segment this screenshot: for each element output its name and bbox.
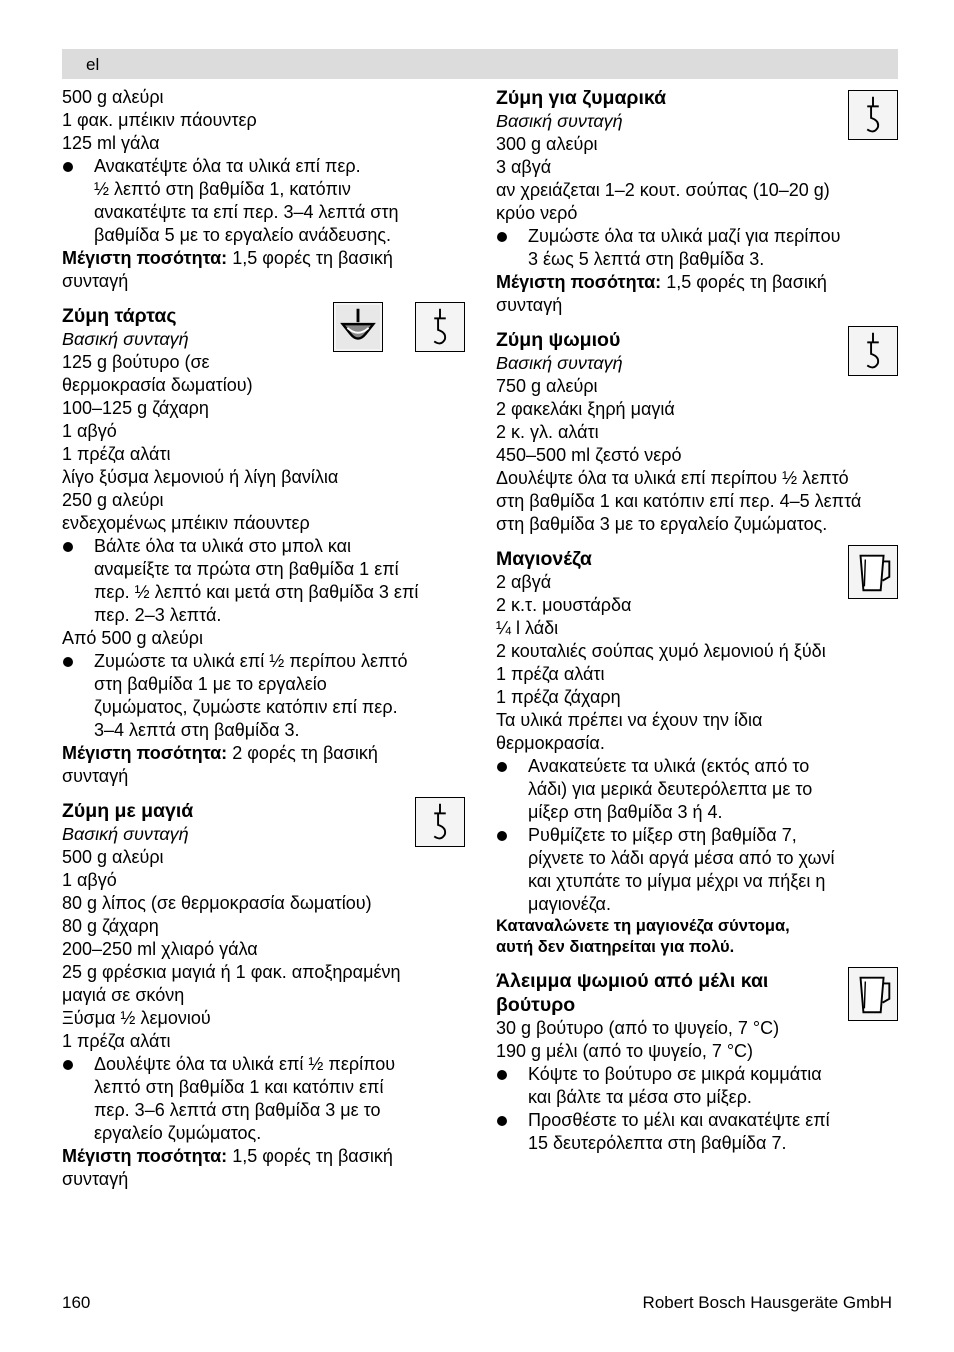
ingredient: 450–500 ml ζεστό νερό	[496, 445, 682, 465]
ingredient: 500 g αλεύρι	[62, 847, 164, 867]
ingredient: 125 g βούτυρο (σε	[62, 352, 210, 372]
ingredient: 125 ml γάλα	[62, 133, 160, 153]
section-title-line: βούτυρο	[496, 994, 576, 1016]
ingredient: 25 g φρέσκια μαγιά ή 1 φακ. αποξηραμένη	[62, 962, 401, 982]
section-title-line: Άλειμμα ψωμιού από μέλι και	[496, 970, 769, 992]
blender-icon	[848, 545, 898, 599]
instruction-line: ρίχνετε το λάδι αργά μέσα από το χωνί	[528, 848, 835, 868]
page-number: 160	[62, 1293, 91, 1312]
instruction-line: 3–4 λεπτά στη βαθμίδα 3.	[94, 720, 300, 740]
warning-note: αυτή δεν διατηρείται για πολύ.	[496, 938, 735, 956]
quantity-note: Από 500 g αλεύρι	[62, 628, 203, 648]
left-column	[62, 86, 467, 1191]
instruction-line: ζυμώματος, ζυμώστε κατόπιν επί περ.	[94, 697, 398, 717]
ingredient: θερμοκρασία δωματίου)	[62, 375, 253, 395]
instruction-line: Δουλέψτε όλα τα υλικά επί ½ περίπου	[94, 1054, 396, 1074]
kneading-hook-icon	[848, 326, 898, 376]
instruction-bullet	[62, 1053, 467, 1145]
ingredient: 250 g αλεύρι	[62, 490, 164, 510]
section-title: Ζύμη τάρτας	[62, 305, 177, 327]
section-title: Ζύμη ψωμιού	[496, 329, 621, 351]
instruction-line: περ. 3–6 λεπτά στη βαθμίδα 3 με το	[94, 1100, 381, 1120]
ingredient: 2 κουταλιές σούπας χυμό λεμονιού ή ξύδι	[496, 641, 826, 661]
max-quantity-cont: συνταγή	[496, 295, 563, 315]
instruction-line: ανακατέψτε τα επί περ. 3–4 λεπτά στη	[94, 202, 399, 222]
instruction-bullet	[496, 824, 900, 916]
instruction-line: μίξερ στη βαθμίδα 3 ή 4.	[528, 802, 723, 822]
instruction-line: 15 δευτερόλεπτα στη βαθμίδα 7.	[528, 1133, 787, 1153]
ingredient: 2 αβγά	[496, 572, 552, 592]
instruction-line: αναμείξτε τα πρώτα στη βαθμίδα 1 επί	[94, 559, 399, 579]
max-quantity-value: 2 φορές τη βασική	[227, 743, 378, 763]
max-quantity-value: 1,5 φορές τη βασική	[227, 1146, 393, 1166]
ingredient: 300 g αλεύρι	[496, 134, 598, 154]
max-quantity-cont: συνταγή	[62, 1169, 129, 1189]
blender-icon	[848, 967, 898, 1021]
ingredient: αν χρειάζεται 1–2 κουτ. σούπας (10–20 g)	[496, 180, 830, 200]
max-quantity-value: 1,5 φορές τη βασική	[227, 248, 393, 268]
ingredient: 100–125 g ζάχαρη	[62, 398, 209, 418]
kneading-hook-icon	[848, 90, 898, 140]
max-quantity-cont: συνταγή	[62, 271, 129, 291]
section-subtitle: Βασική συνταγή	[496, 111, 623, 131]
bread-dough-section	[496, 328, 900, 536]
instruction-line: Ανακατεύετε τα υλικά (εκτός από το	[528, 756, 810, 776]
ingredient: 750 g αλεύρι	[496, 376, 598, 396]
ingredient: 2 κ.τ. μουστάρδα	[496, 595, 632, 615]
warning-note: Καταναλώνετε τη μαγιονέζα σύντομα,	[496, 917, 790, 935]
max-quantity-label: Μέγιστη ποσότητα:	[62, 1146, 228, 1166]
max-quantity-label: Μέγιστη ποσότητα:	[496, 272, 662, 292]
ingredient: 1 αβγό	[62, 870, 117, 890]
instruction-line: και βάλτε τα μέσα στο μίξερ.	[528, 1087, 752, 1107]
note-line: Τα υλικά πρέπει να έχουν την ίδια	[496, 710, 763, 730]
instruction-line: εργαλείο ζυμώματος.	[94, 1123, 262, 1143]
ingredient: 1 πρέζα αλάτι	[62, 1031, 171, 1051]
right-column	[496, 86, 900, 1155]
max-quantity	[62, 1145, 467, 1168]
instruction-bullet	[496, 1063, 900, 1109]
ingredient: 500 g αλεύρι	[62, 87, 164, 107]
max-quantity-label: Μέγιστη ποσότητα:	[62, 248, 228, 268]
ingredient: 190 g μέλι (από το ψυγείο, 7 °C)	[496, 1041, 754, 1061]
instruction-line: Ζυμώστε όλα τα υλικά μαζί για περίπου	[528, 226, 841, 246]
instruction-line: λάδι) για μερικά δευτερόλεπτα με το	[528, 779, 813, 799]
kneading-hook-icon	[415, 302, 465, 352]
instruction-line: στη βαθμίδα 3 με το εργαλείο ζυμώματος.	[496, 514, 828, 534]
instruction-bullet	[62, 535, 467, 627]
ingredient: μαγιά σε σκόνη	[62, 985, 185, 1005]
instruction-bullet	[496, 755, 900, 824]
instruction-line: Δουλέψτε όλα τα υλικά επί περίπου ½ λεπτό	[496, 468, 849, 488]
yeast-dough-section	[62, 799, 467, 1191]
ingredient: ενδεχομένως μπέικιν πάουντερ	[62, 513, 310, 533]
ingredient: 30 g βούτυρο (από το ψυγείο, 7 °C)	[496, 1018, 780, 1038]
instruction-line: στη βαθμίδα 1 και κατόπιν επί περ. 4–5 λεπτά	[496, 491, 862, 511]
section-subtitle: Βασική συνταγή	[62, 824, 189, 844]
honey-butter-section	[496, 969, 900, 1155]
ingredient: 80 g λίπος (σε θερμοκρασία δωματίου)	[62, 893, 372, 913]
whisk-icon	[333, 302, 383, 352]
ingredient: κρύο νερό	[496, 203, 578, 223]
instruction-line: Ζυμώστε τα υλικά επί ½ περίπου λεπτό	[94, 651, 408, 671]
language-code: el	[86, 55, 100, 74]
instruction-bullet	[62, 155, 467, 247]
ingredient: 2 κ. γλ. αλάτι	[496, 422, 599, 442]
section-title: Μαγιονέζα	[496, 548, 592, 570]
language-bar	[62, 49, 898, 79]
section-title: Ζύμη για ζυμαρικά	[496, 87, 667, 109]
section-title: Ζύμη με μαγιά	[62, 800, 194, 822]
instruction-line: Προσθέστε το μέλι και ανακατέψτε επί	[528, 1110, 830, 1130]
instruction-line: Κόψτε το βούτυρο σε μικρά κομμάτια	[528, 1064, 822, 1084]
section-subtitle: Βασική συνταγή	[496, 353, 623, 373]
ingredient: λίγο ξύσμα λεμονιού ή λίγη βανίλια	[62, 467, 339, 487]
instruction-line: στη βαθμίδα 1 με το εργαλείο	[94, 674, 327, 694]
instruction-line: Βάλτε όλα τα υλικά στο μπολ και	[94, 536, 352, 556]
kneading-hook-icon	[415, 797, 465, 847]
instruction-line: περ. 2–3 λεπτά.	[94, 605, 222, 625]
max-quantity-cont: συνταγή	[62, 766, 129, 786]
instruction-line: λεπτό στη βαθμίδα 1 και κατόπιν επί	[94, 1077, 384, 1097]
max-quantity	[62, 742, 467, 765]
pasta-dough-section	[496, 86, 900, 317]
instruction-line: Ρυθμίζετε το μίξερ στη βαθμίδα 7,	[528, 825, 797, 845]
instruction-bullet	[496, 225, 900, 271]
instruction-line: βαθμίδα 5 με το εργαλείο ανάδευσης.	[94, 225, 392, 245]
mayonnaise-section	[496, 547, 900, 958]
max-quantity-label: Μέγιστη ποσότητα:	[62, 743, 228, 763]
instruction-line: Ανακατέψτε όλα τα υλικά επί περ.	[94, 156, 361, 176]
section-subtitle: Βασική συνταγή	[62, 329, 189, 349]
intro-recipe	[62, 86, 467, 293]
max-quantity	[62, 247, 467, 270]
ingredient: Ξύσμα ½ λεμονιού	[62, 1008, 211, 1028]
instruction-line: μαγιονέζα.	[528, 894, 611, 914]
ingredient: 1 αβγό	[62, 421, 117, 441]
tart-dough-section	[62, 304, 467, 788]
instruction-line: περ. ½ λεπτό και μετά στη βαθμίδα 3 επί	[94, 582, 419, 602]
ingredient: ¼ l λάδι	[496, 618, 559, 638]
ingredient: 2 φακελάκι ξηρή μαγιά	[496, 399, 675, 419]
ingredient: 1 πρέζα αλάτι	[62, 444, 171, 464]
company-name: Robert Bosch Hausgeräte GmbH	[642, 1293, 892, 1312]
ingredient: 80 g ζάχαρη	[62, 916, 159, 936]
max-quantity-value: 1,5 φορές τη βασική	[661, 272, 827, 292]
max-quantity	[496, 271, 900, 294]
note-line: θερμοκρασία.	[496, 733, 605, 753]
ingredient: 1 πρέζα αλάτι	[496, 664, 605, 684]
ingredient: 3 αβγά	[496, 157, 552, 177]
instruction-line: ½ λεπτό στη βαθμίδα 1, κατόπιν	[94, 179, 351, 199]
section-title	[496, 969, 900, 1017]
ingredient: 1 πρέζα ζάχαρη	[496, 687, 621, 707]
ingredient: 200–250 ml χλιαρό γάλα	[62, 939, 258, 959]
ingredient: 1 φακ. μπέικιν πάουντερ	[62, 110, 257, 130]
instruction-line: και χτυπάτε το μίγμα μέχρι να πήξει η	[528, 871, 826, 891]
instruction-bullet	[496, 1109, 900, 1155]
instruction-bullet	[62, 650, 467, 742]
instruction-line: 3 έως 5 λεπτά στη βαθμίδα 3.	[528, 249, 765, 269]
